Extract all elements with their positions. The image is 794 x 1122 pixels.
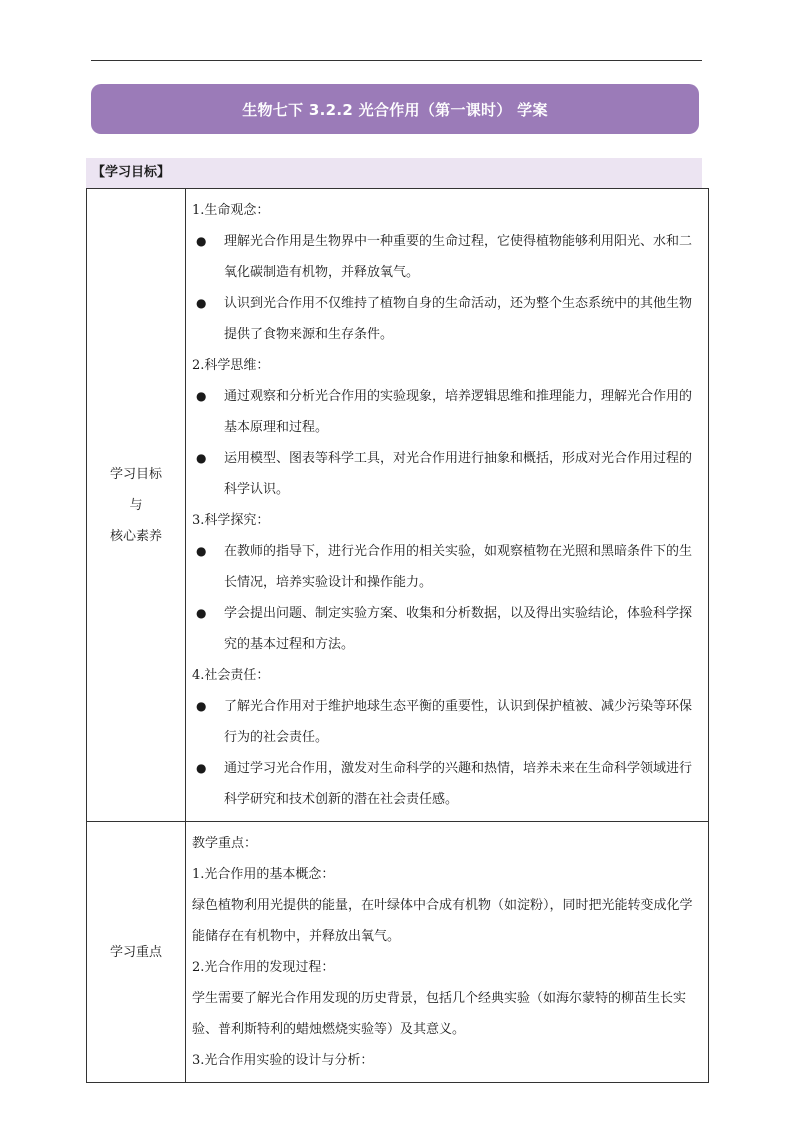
section-header [86, 158, 702, 188]
key-points-label-cell [87, 822, 186, 1083]
key-points-line: 3.光合作用实验的设计与分析： [192, 1053, 374, 1068]
objectives-content-cell [186, 189, 709, 822]
bullet-item [192, 226, 702, 288]
objectives-label-line-1: 学习目标 [109, 466, 162, 482]
document-title: 生物七下 3.2.2 光合作用（第一课时） 学案 [242, 100, 548, 119]
bullet-text: 理解光合作用是生物界中一种重要的生命过程，它使得植物能够利用阳光、水和二氧化碳制造有机物，并释放氧气。 [224, 234, 693, 280]
bullet-item [192, 753, 702, 815]
key-points-line: 2.光合作用的发现过程： [192, 960, 335, 975]
bullet-dot-icon: ● [196, 451, 207, 465]
group-heading: 1.生命观念： [192, 203, 270, 218]
key-points-line: 教学重点： [192, 836, 258, 851]
section-header-text: 【学习目标】 [92, 165, 171, 180]
bullet-dot-icon: ● [196, 234, 207, 248]
bullet-text: 通过观察和分析光合作用的实验现象，培养逻辑思维和推理能力，理解光合作用的基本原理和过程。 [224, 389, 693, 435]
bullet-text: 通过学习光合作用，激发对生命科学的兴趣和热情，培养未来在生命科学领域进行科学研究和技术创新的潜在社会责任感。 [224, 761, 693, 807]
bullet-dot-icon: ● [196, 761, 207, 775]
key-points-content-cell [186, 822, 709, 1083]
objectives-label-cell [87, 189, 186, 822]
bullet-dot-icon: ● [196, 389, 207, 403]
header-rule [91, 60, 702, 61]
bullet-dot-icon: ● [196, 544, 207, 558]
key-points-row [87, 822, 709, 1083]
bullet-item [192, 288, 702, 350]
bullet-item [192, 691, 702, 753]
bullet-text: 了解光合作用对于维护地球生态平衡的重要性，认识到保护植被、减少污染等环保行为的社会责任。 [224, 699, 693, 745]
key-points-line: 绿色植物利用光提供的能量，在叶绿体中合成有机物（如淀粉），同时把光能转变成化学能储存在有机物中，并释放出氧气。 [192, 898, 693, 944]
objectives-row [87, 189, 709, 822]
bullet-dot-icon: ● [196, 699, 207, 713]
key-points-line: 1.光合作用的基本概念： [192, 867, 335, 882]
bullet-text: 学会提出问题、制定实验方案、收集和分析数据，以及得出实验结论，体验科学探究的基本过程和方法。 [224, 606, 693, 652]
bullet-text: 在教师的指导下，进行光合作用的相关实验，如观察植物在光照和黑暗条件下的生长情况，培养实验设计和操作能力。 [224, 544, 693, 590]
objectives-table [86, 188, 709, 1083]
bullet-item [192, 381, 702, 443]
bullet-text: 运用模型、图表等科学工具，对光合作用进行抽象和概括，形成对光合作用过程的科学认识。 [224, 451, 693, 497]
document-title-banner [91, 84, 699, 134]
bullet-item [192, 598, 702, 660]
objectives-label-line-3: 核心素养 [109, 528, 162, 544]
bullet-dot-icon: ● [196, 296, 207, 310]
key-points-label: 学习重点 [109, 944, 162, 960]
bullet-item [192, 443, 702, 505]
group-heading: 2.科学思维： [192, 358, 270, 373]
bullet-dot-icon: ● [196, 606, 207, 620]
group-heading: 4.社会责任： [192, 668, 270, 683]
bullet-text: 认识到光合作用不仅维持了植物自身的生命活动，还为整个生态系统中的其他生物提供了食物来源和生存条件。 [224, 296, 693, 342]
bullet-item [192, 536, 702, 598]
key-points-line: 学生需要了解光合作用发现的历史背景，包括几个经典实验（如海尔蒙特的柳苗生长实验、普利斯特利的蜡烛燃烧实验等）及其意义。 [192, 991, 687, 1037]
group-heading: 3.科学探究： [192, 513, 270, 528]
objectives-label-line-2: 与 [129, 497, 143, 513]
